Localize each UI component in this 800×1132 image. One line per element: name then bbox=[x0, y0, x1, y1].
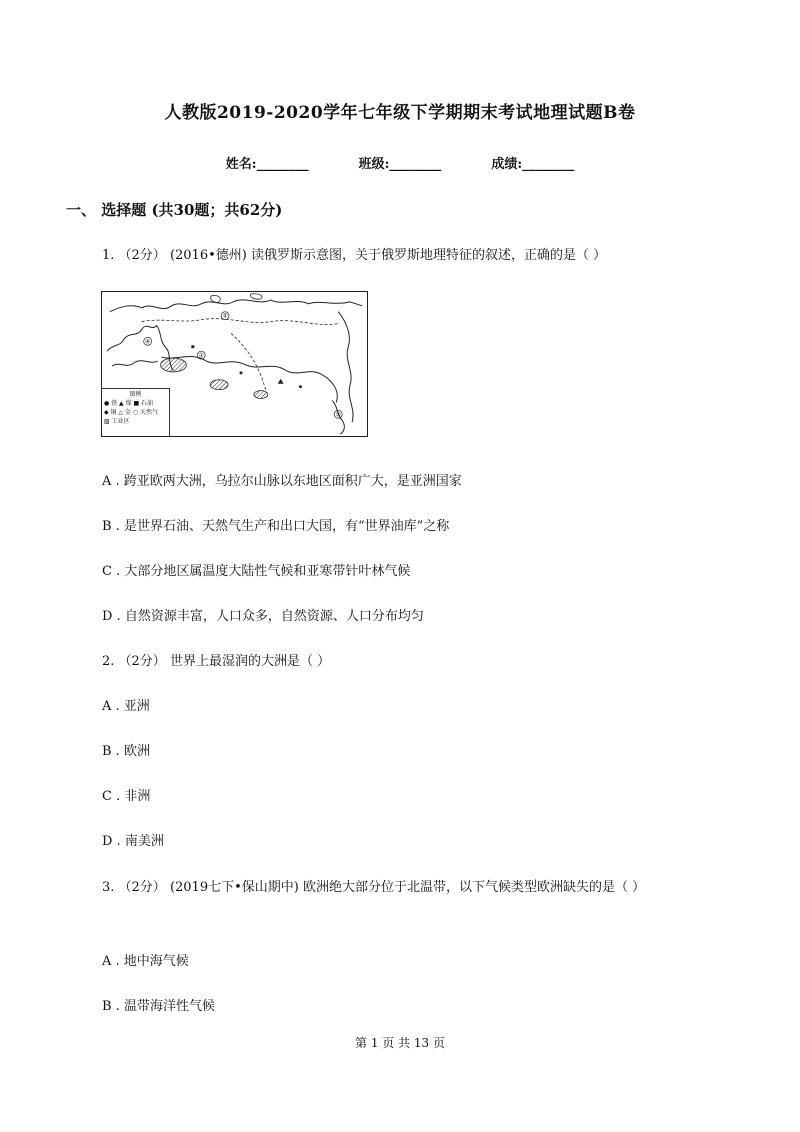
map-label-3: ③ bbox=[335, 411, 341, 419]
map-label-1: ① bbox=[198, 352, 204, 360]
page-title: 人教版2019-2020学年七年级下学期期末考试地理试题B卷 bbox=[164, 103, 636, 123]
q2-option-a[interactable]: A . 亚洲 bbox=[102, 699, 150, 714]
question-1-text: 1. （2分） (2016•德州) 读俄罗斯示意图，关于俄罗斯地理特征的叙述，正确的是（ ） bbox=[102, 248, 607, 263]
score-field[interactable]: 成绩:________ bbox=[491, 157, 575, 172]
section-heading: 一、 选择题 (共30题；共62分) bbox=[66, 201, 283, 219]
q1-option-b[interactable]: B . 是世界石油、天然气生产和出口大国，有“世界油库”之称 bbox=[102, 519, 450, 534]
class-field[interactable]: 班级:________ bbox=[358, 157, 442, 172]
q2-option-d[interactable]: D . 南美洲 bbox=[102, 834, 164, 849]
name-field[interactable]: 姓名:________ bbox=[225, 157, 309, 172]
legend-row-1: ● 铁 ▲ 煤 ■ 石油 bbox=[104, 400, 154, 407]
q1-option-d[interactable]: D . 自然资源丰富，人口众多，自然资源、人口分布均匀 bbox=[102, 609, 424, 624]
map-label-2: ② bbox=[222, 312, 228, 320]
question-2-text: 2. （2分） 世界上最湿润的大洲是（ ） bbox=[102, 654, 331, 669]
legend-title: 图例 bbox=[129, 391, 142, 398]
q3-option-b[interactable]: B . 温带海洋性气候 bbox=[102, 999, 215, 1014]
legend-row-2: ◆ 铜 △ 金 ○ 天然气 bbox=[104, 409, 159, 416]
russia-map-figure bbox=[101, 291, 368, 437]
q1-option-c[interactable]: C . 大部分地区属温度大陆性气候和亚寒带针叶林气候 bbox=[102, 564, 411, 579]
map-legend bbox=[102, 388, 170, 436]
q1-option-a[interactable]: A . 跨亚欧两大洲，乌拉尔山脉以东地区面积广大，是亚洲国家 bbox=[102, 474, 462, 489]
q2-option-c[interactable]: C . 非洲 bbox=[102, 789, 151, 804]
page-footer: 第 1 页 共 13 页 bbox=[355, 1036, 445, 1050]
q2-option-b[interactable]: B . 欧洲 bbox=[102, 744, 150, 759]
legend-row-3: ▨ 工业区 bbox=[104, 418, 130, 425]
student-info bbox=[0, 153, 800, 172]
q3-option-a[interactable]: A . 地中海气候 bbox=[102, 954, 189, 969]
map-label-4: ④ bbox=[144, 338, 151, 346]
question-3-text: 3. （2分） (2019七下•保山期中) 欧洲绝大部分位于北温带，以下气候类型欧洲缺失的是（ ） bbox=[102, 880, 646, 895]
